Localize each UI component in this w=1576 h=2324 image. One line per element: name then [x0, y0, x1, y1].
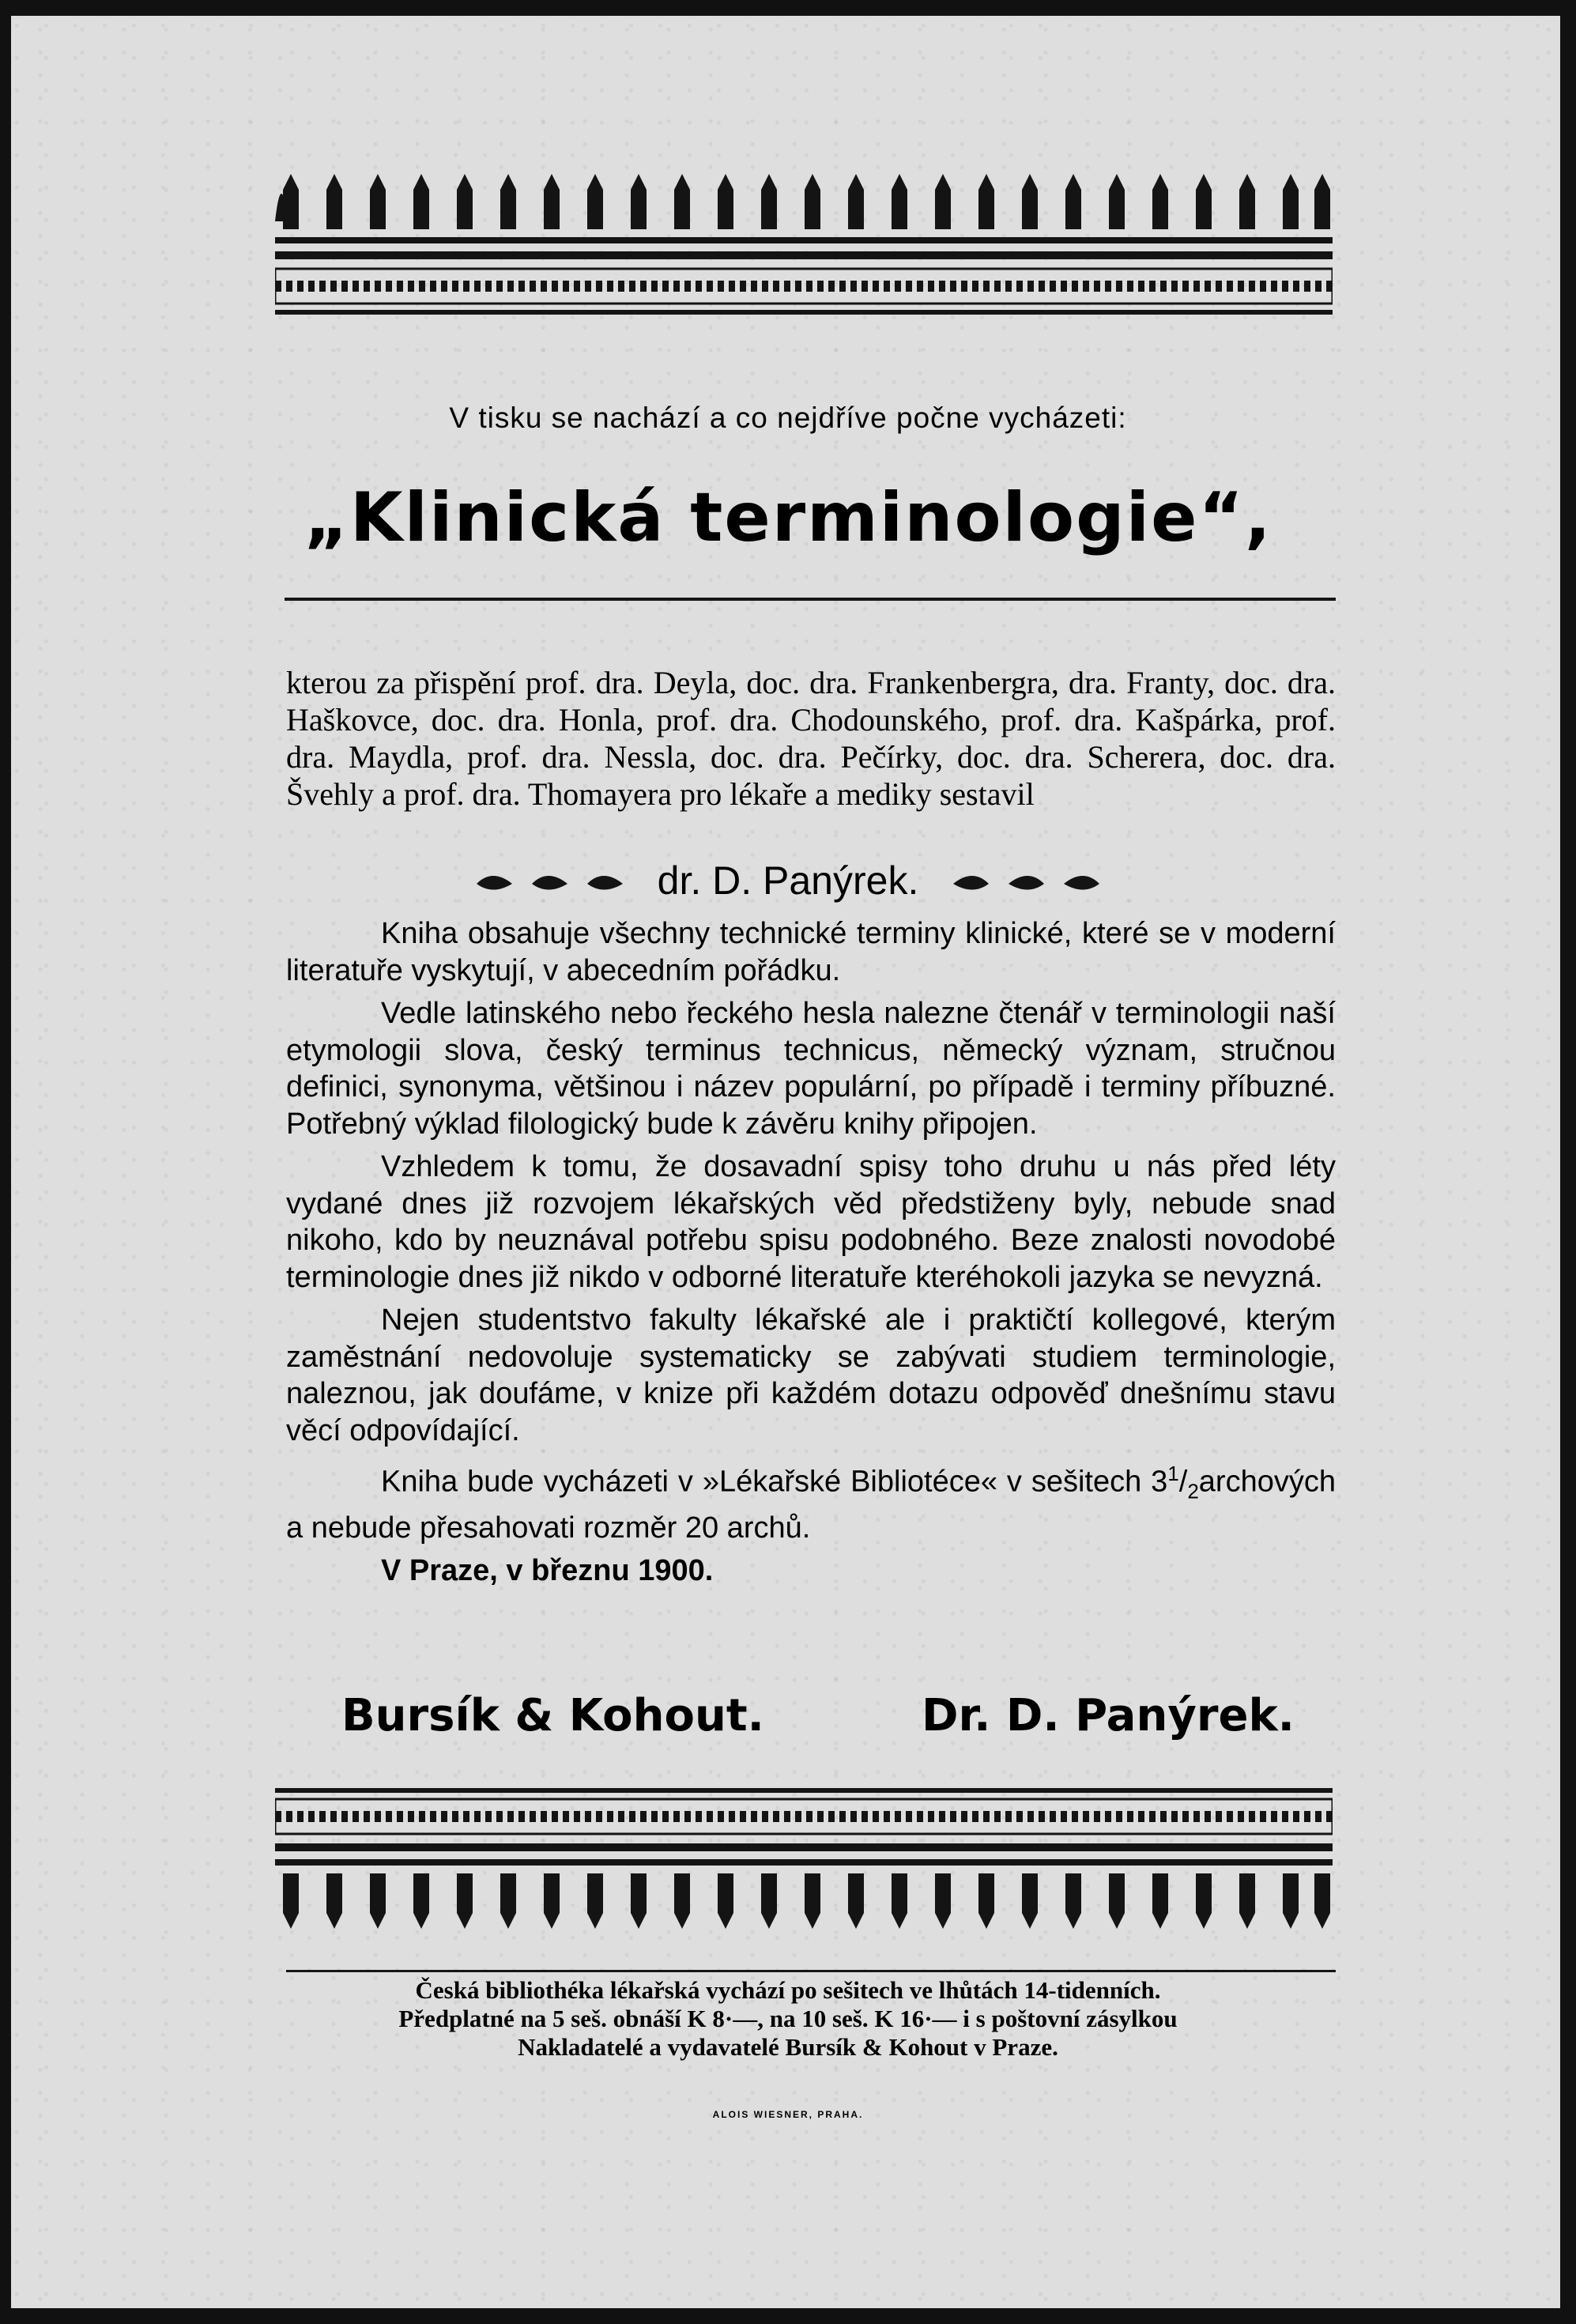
publishing-note: Kniha bude vycházeti v »Lékařské Bibliotéce« v sešitech $3^1/_2archových$ a nebude přesahovati rozměr 20 archů.: [286, 1462, 1336, 1545]
contributors-paragraph: kterou za přispění prof. dra. Deyla, doc. dra. Frankenbergra, dra. Franty, doc. dra. Haškovce, doc. dra. Honla, prof. dra. Chodounského, prof. dra. Kašpárka, prof. dra. Maydla, prof. dra. Nessla, doc. dra. Pečírky, doc. dra. Scherera, doc. dra. Švehly a prof. dra. Thomayera pro lékaře a mediky sestavil: [286, 665, 1336, 812]
footer-line-1: Česká bibliothéka lékařská vychází po sešitech ve lhůtách 14-tidenních.: [415, 1976, 1161, 2004]
paragraph-3: Vzhledem k tomu, že dosavadní spisy toho druhu u nás před léty vydané dnes již rozvojem lékařských věd předstiženy byly, nebude snad nikoho, kdo by neuznával potřebu spisu podobného. Beze znalosti novodobé terminologie dnes již nikdo v odborné literatuře kteréhokoli jazyka se nevyzná.: [286, 1150, 1336, 1294]
footer-line-3: Nakladatelé a vydavatelé Bursík & Kohout v Praze.: [518, 2033, 1058, 2061]
top-ornament-border: [275, 158, 1333, 321]
paragraph-4: Nejen studentstvo fakulty lékařské ale i praktičtí kollegové, kterým zaměstnání nedovoluje systematicky se zabývati studiem terminologie, naleznou, jak doufáme, v knize při každém dotazu odpověď dnešnímu stavu věcí odpovídající.: [286, 1303, 1336, 1447]
printer-imprint: ALOIS WIESNER, PRAHA.: [712, 2109, 864, 2120]
bottom-ornament-border: [275, 1788, 1333, 1946]
author-signature: Dr. D. Panýrek.: [922, 1690, 1295, 1741]
paragraph-1: Kniha obsahuje všechny technické terminy klinické, které se v moderní literatuře vyskytují, v abecedním pořádku.: [286, 917, 1336, 987]
title-underline: [285, 598, 1336, 601]
dateline: V Praze, v březnu 1900.: [381, 1554, 714, 1588]
footer-notice: [0, 1976, 1576, 2062]
author-line: [0, 858, 1576, 904]
footer-line-2: Předplatné na 5 seš. obnáší K 8·—, na 10 seš. K 16·— i s poštovní zásylkou: [398, 2005, 1178, 2032]
author-name: dr. D. Panýrek.: [657, 858, 919, 903]
footer-rule: [286, 1970, 1336, 1972]
paragraph-2: Vedle latinského nebo řeckého hesla nalezne čtenář v terminologii naší etymologii slova, český terminus technicus, německý význam, stručnou definici, synonyma, většinou i název populární, po případě i terminy příbuzné. Potřebný výklad filologický bude k závěru knihy připojen.: [286, 997, 1336, 1141]
publisher-signature: Bursík & Kohout.: [341, 1690, 764, 1741]
left-ornament-icon: [473, 868, 647, 900]
book-title: „Klinická terminologie“,: [304, 478, 1272, 557]
announcement-intro: V tisku se nachází a co nejdříve počne vycházeti:: [449, 402, 1127, 434]
right-ornament-icon: [929, 868, 1103, 900]
description-section: [286, 915, 1336, 1596]
